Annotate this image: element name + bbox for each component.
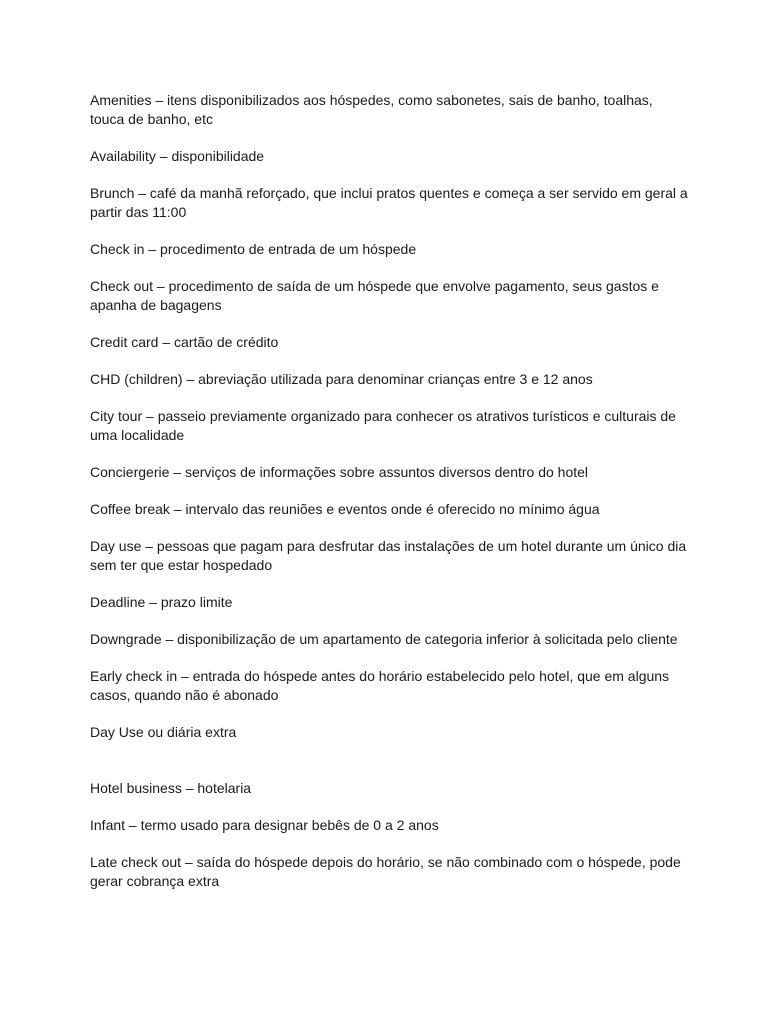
glossary-entry-infant: Infant – termo usado para designar bebês de 0 a 2 anos bbox=[90, 817, 439, 833]
glossary-entry-deadline: Deadline – prazo limite bbox=[90, 594, 233, 610]
glossary-entry-hotel-business: Hotel business – hotelaria bbox=[90, 780, 252, 796]
glossary-list bbox=[90, 91, 690, 909]
glossary-entry-late-check-out: Late check out – saída do hóspede depois do horário, se não combinado com o hóspede, pode gerar cobrança extra bbox=[90, 854, 681, 889]
glossary-entry-coffee-break: Coffee break – intervalo das reuniões e eventos onde é oferecido no mínimo água bbox=[90, 501, 600, 517]
glossary-entry-chd: CHD (children) – abreviação utilizada para denominar crianças entre 3 e 12 anos bbox=[90, 371, 593, 387]
glossary-entry-check-in: Check in – procedimento de entrada de um hóspede bbox=[90, 241, 417, 257]
glossary-entry-availability: Availability – disponibilidade bbox=[90, 148, 265, 164]
glossary-entry-amenities: Amenities – itens disponibilizados aos hóspedes, como sabonetes, sais de banho, toalhas, touca de banho, etc bbox=[90, 92, 653, 127]
glossary-entry-early-check-in: Early check in – entrada do hóspede antes do horário estabelecido pelo hotel, que em alguns casos, quando não é abonado bbox=[90, 668, 670, 703]
glossary-entry-credit-card: Credit card – cartão de crédito bbox=[90, 334, 279, 350]
glossary-entry-city-tour: City tour – passeio previamente organizado para conhecer os atrativos turísticos e culturais de uma localidade bbox=[90, 408, 676, 443]
glossary-entry-check-out: Check out – procedimento de saída de um hóspede que envolve pagamento, seus gastos e apanha de bagagens bbox=[90, 278, 659, 313]
glossary-entry-downgrade: Downgrade – disponibilização de um apartamento de categoria inferior à solicitada pelo cliente bbox=[90, 631, 678, 647]
glossary-entry-day-use: Day use – pessoas que pagam para desfrutar das instalações de um hotel durante um único dia sem ter que estar hospedado bbox=[90, 538, 687, 573]
glossary-entry-brunch: Brunch – café da manhã reforçado, que inclui pratos quentes e começa a ser servido em geral a partir das 11:00 bbox=[90, 185, 688, 220]
glossary-entry-day-use-extra: Day Use ou diária extra bbox=[90, 724, 237, 740]
glossary-entry-conciergerie: Conciergerie – serviços de informações sobre assuntos diversos dentro do hotel bbox=[90, 464, 589, 480]
